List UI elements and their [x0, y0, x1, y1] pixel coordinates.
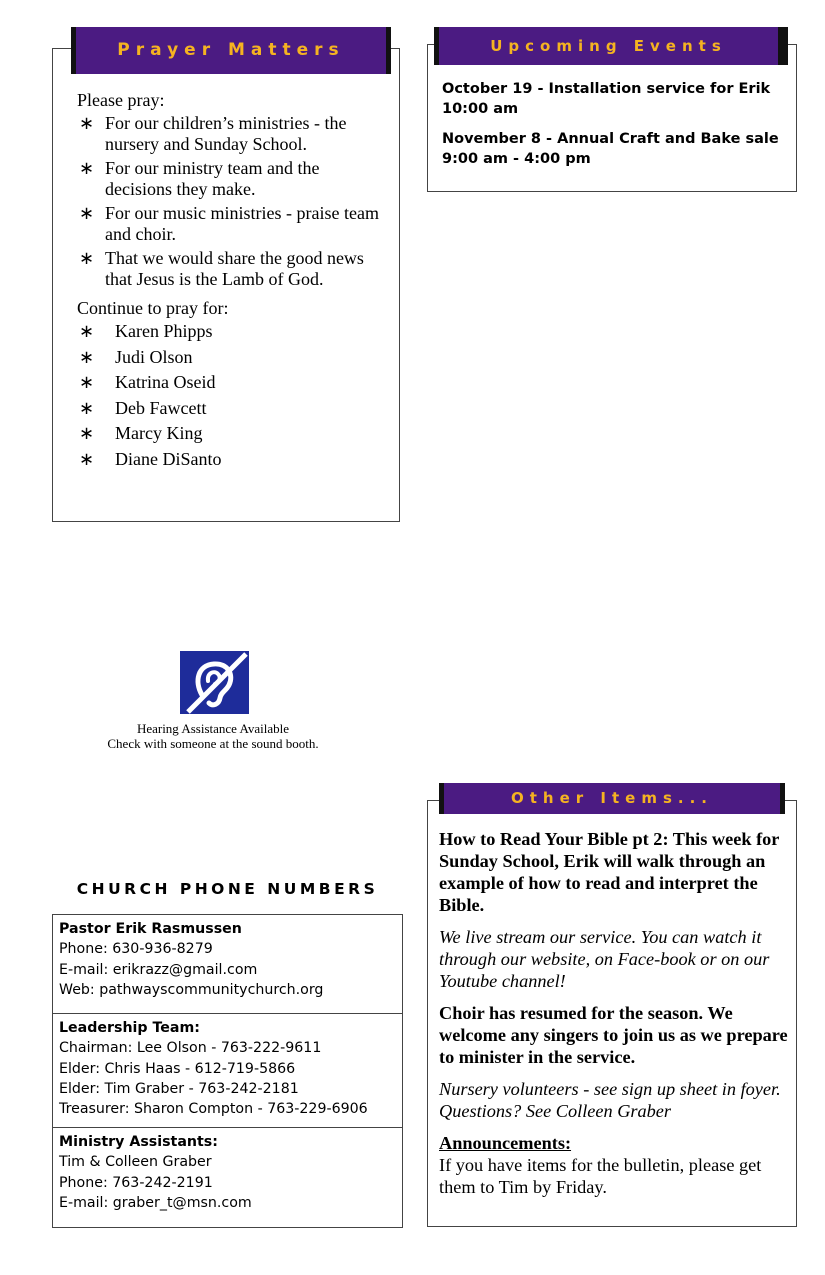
phone-numbers-heading: CHURCH PHONE NUMBERS	[76, 880, 379, 898]
assistants-line: Phone: 763-242-2191	[59, 1174, 213, 1191]
prayer-content	[77, 90, 382, 475]
list-item: ∗ That we would share the good news that Jesus is the Lamb of God.	[79, 248, 364, 289]
list-item: ∗ Karen Phipps	[79, 321, 213, 341]
choir-note: Choir has resumed for the season. We welcome any singers to join us as we prepare to minister in the service.	[439, 1003, 788, 1067]
pastor-email: E-mail: erikrazz@gmail.com	[59, 961, 258, 978]
hearing-assistance-note	[72, 721, 354, 751]
pastor-web: Web: pathwayscommunitychurch.org	[59, 981, 324, 998]
events-content	[442, 79, 787, 179]
asterisk-icon: ∗	[79, 448, 95, 469]
asterisk-icon: ∗	[79, 372, 95, 393]
pastor-phone: Phone: 630-936-8279	[59, 941, 213, 958]
prayer-names-list	[77, 321, 382, 475]
list-item: ∗ Marcy King	[79, 423, 203, 444]
list-item: ∗ Judi Olson	[79, 346, 193, 367]
asterisk-icon: ∗	[79, 321, 95, 341]
pastor-name: Pastor Erik Rasmussen	[59, 921, 242, 937]
leadership-section	[53, 1014, 402, 1128]
leadership-line: Treasurer: Sharon Compton - 763-229-6906	[59, 1101, 368, 1118]
leadership-line: Elder: Tim Graber - 763-242-2181	[59, 1080, 299, 1097]
event-item	[442, 79, 787, 119]
list-item: ∗ For our children’s ministries - the nursery and Sunday School.	[79, 113, 347, 154]
asterisk-icon: ∗	[79, 158, 95, 178]
event-title: November 8 - Annual Craft and Bake sale	[442, 131, 779, 147]
asterisk-icon: ∗	[79, 203, 95, 223]
upcoming-events-title: Upcoming Events	[434, 27, 788, 65]
asterisk-icon: ∗	[79, 248, 95, 268]
assistants-heading: Ministry Assistants:	[59, 1134, 218, 1150]
leadership-heading: Leadership Team:	[59, 1020, 200, 1036]
prayer-intro: Please pray:	[77, 90, 165, 110]
continue-label: Continue to pray for:	[77, 298, 229, 318]
list-item: ∗ Diane DiSanto	[79, 448, 222, 469]
asterisk-icon: ∗	[79, 346, 95, 367]
event-time: 10:00 am	[442, 101, 519, 117]
asterisk-icon: ∗	[79, 423, 95, 444]
bible-study-note: How to Read Your Bible pt 2: This week for Sunday School, Erik will walk through an example of how to read and interpret the Bible.	[439, 829, 780, 915]
event-time: 9:00 am - 4:00 pm	[442, 151, 591, 167]
leadership-line: Chairman: Lee Olson - 763-222-9611	[59, 1040, 322, 1057]
assistants-line: Tim & Colleen Graber	[59, 1154, 212, 1171]
event-title: October 19 - Installation service for Erik	[442, 81, 771, 97]
hearing-line-2: Check with someone at the sound booth.	[107, 736, 319, 751]
prayer-matters-box	[52, 48, 400, 522]
prayer-matters-title: Prayer Matters	[71, 27, 391, 74]
assistants-line: E-mail: graber_t@msn.com	[59, 1194, 252, 1211]
announcements	[439, 1132, 791, 1198]
event-item	[442, 129, 787, 169]
asterisk-icon: ∗	[79, 397, 95, 418]
livestream-note: We live stream our service. You can watch it through our website, on Face-book or on our Youtube channel!	[439, 927, 770, 991]
leadership-line: Elder: Chris Haas - 612-719-5866	[59, 1060, 296, 1077]
hearing-assistance-icon	[180, 651, 249, 714]
nursery-note: Nursery volunteers - see sign up sheet in foyer. Questions? See Colleen Graber	[439, 1079, 781, 1121]
other-items-content	[439, 828, 791, 1198]
upcoming-events-box	[427, 44, 797, 192]
hearing-line-1: Hearing Assistance Available	[136, 721, 290, 736]
asterisk-icon: ∗	[79, 113, 95, 133]
other-items-title: Other Items...	[439, 783, 785, 814]
pastor-section	[53, 915, 402, 1014]
list-item: ∗ Deb Fawcett	[79, 397, 207, 418]
list-item: ∗ For our music ministries - praise team and choir.	[79, 203, 379, 244]
announcements-text: If you have items for the bulletin, please get them to Tim by Friday.	[439, 1155, 762, 1197]
phone-numbers-table	[52, 914, 403, 1228]
list-item: ∗ For our ministry team and the decisions they make.	[79, 158, 320, 199]
prayer-bullet-list	[77, 113, 382, 290]
other-items-box	[427, 800, 797, 1227]
announcements-label: Announcements:	[439, 1133, 572, 1153]
assistants-section	[53, 1128, 402, 1216]
list-item: ∗ Katrina Oseid	[79, 372, 216, 393]
